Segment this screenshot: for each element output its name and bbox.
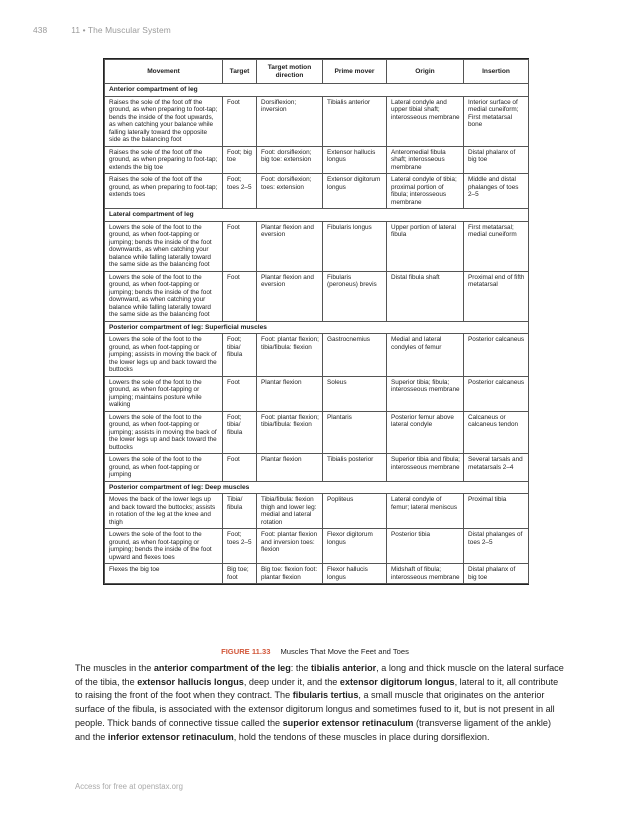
- section-title: Anterior compartment of leg: [105, 84, 529, 97]
- text-run: , a long and thick muscle on the lateral surface of the tibia, the: [75, 663, 564, 687]
- table-cell: Posterior calcaneus: [464, 376, 529, 411]
- text-run: The muscles in the: [75, 663, 154, 673]
- table-cell: Foot; tibia/ fibula: [223, 334, 257, 377]
- table-cell: Foot: [223, 454, 257, 482]
- text-run: (transverse ligament of the ankle) and the: [75, 717, 551, 742]
- text-run: , deep under it, and the: [243, 676, 340, 687]
- table-row: [105, 221, 529, 271]
- table-cell: Tibialis posterior: [323, 454, 387, 482]
- bold-term: superior extensor retinaculum: [282, 717, 414, 728]
- table-cell: Lowers the sole of the foot to the ground, as when foot-tapping or jumping; bends the inside of the foot upward and flexes toes: [105, 529, 223, 564]
- table-cell: Medial and lateral condyles of femur: [387, 334, 464, 377]
- table-row: [105, 564, 529, 584]
- page-footer: Access for free at openstax.org: [75, 782, 183, 791]
- table-cell: First metatarsal; medial cuneiform: [464, 221, 529, 271]
- table-cell: Lowers the sole of the foot to the ground, as when foot-tapping or jumping; bends the inside of the foot downward, as when catching your balance while falling laterally toward the same side as the balancing foot: [105, 271, 223, 321]
- table-cell: Tibia/fibula: flexion thigh and lower leg: medial and lateral rotation: [257, 494, 323, 529]
- table-cell: Foot: [223, 271, 257, 321]
- table-cell: Soleus: [323, 376, 387, 411]
- column-header: Insertion: [464, 60, 529, 84]
- table-cell: Plantar flexion and eversion: [257, 271, 323, 321]
- bold-term: extensor digitorum longus: [339, 676, 455, 687]
- table-cell: Lateral condyle and upper tibial shaft; interosseous membrane: [387, 96, 464, 146]
- table-cell: Fibularis (peroneus) brevis: [323, 271, 387, 321]
- table-row: [105, 334, 529, 377]
- text-run: , a small muscle that originates on the anterior surface of the fibula, is associated with the extensor digitorum longus and sometimes fused to it, but is not present in all people. Thick bands of connective tissue called the: [75, 690, 555, 728]
- bold-term: fibularis tertius: [292, 690, 359, 701]
- table-cell: Proximal end of fifth metatarsal: [464, 271, 529, 321]
- table-cell: Foot: [223, 376, 257, 411]
- table-cell: Lowers the sole of the foot to the ground, as when foot-tapping or jumping; assists in moving the back of the lower legs up and back toward the buttocks: [105, 411, 223, 454]
- page-header: [33, 25, 171, 35]
- muscle-table-frame: [103, 58, 529, 585]
- bold-term: tibialis anterior: [311, 663, 377, 673]
- table-cell: Raises the sole of the foot off the ground, as when preparing to foot-tap; extends the big toe: [105, 146, 223, 174]
- table-cell: Plantar flexion: [257, 376, 323, 411]
- table-cell: Lowers the sole of the foot to the ground, as when foot-tapping or jumping; bends the inside of the foot downwards, as when catching your balance while falling laterally toward the same side as the balancing foot: [105, 221, 223, 271]
- column-header: Target: [223, 60, 257, 84]
- table-row: [105, 271, 529, 321]
- table-cell: Plantaris: [323, 411, 387, 454]
- table-cell: Midshaft of fibula; interosseous membrane: [387, 564, 464, 584]
- table-cell: Several tarsals and metatarsals 2–4: [464, 454, 529, 482]
- table-cell: Foot: plantar flexion and inversion toes: flexion: [257, 529, 323, 564]
- table-cell: Distal phalanx of big toe: [464, 146, 529, 174]
- table-cell: Foot: [223, 96, 257, 146]
- section-header-row: [105, 321, 529, 334]
- table-cell: Calcaneus or calcaneus tendon: [464, 411, 529, 454]
- section-header-row: [105, 84, 529, 97]
- page-number: 438: [33, 25, 48, 35]
- table-cell: Foot; big toe: [223, 146, 257, 174]
- table-cell: Foot: dorsiflexion; toes: extension: [257, 174, 323, 209]
- table-cell: Posterior tibia: [387, 529, 464, 564]
- table-cell: Extensor hallucis longus: [323, 146, 387, 174]
- table-cell: Upper portion of lateral fibula: [387, 221, 464, 271]
- table-row: [105, 146, 529, 174]
- table-row: [105, 454, 529, 482]
- table-cell: Proximal tibia: [464, 494, 529, 529]
- section-header-row: [105, 481, 529, 494]
- table-cell: Distal phalanx of big toe: [464, 564, 529, 584]
- table-cell: Foot; toes 2–5: [223, 174, 257, 209]
- table-row: [105, 174, 529, 209]
- table-body: [105, 84, 529, 584]
- table-cell: Lowers the sole of the foot to the ground, as when foot-tapping or jumping; maintains posture while walking: [105, 376, 223, 411]
- figure-caption: [0, 647, 630, 656]
- table-cell: Superior tibia and fibula; interosseous membrane: [387, 454, 464, 482]
- table-header-row: [105, 60, 529, 84]
- table-cell: Popliteus: [323, 494, 387, 529]
- table-row: [105, 376, 529, 411]
- text-run: : the: [290, 663, 312, 673]
- table-cell: Tibia/ fibula: [223, 494, 257, 529]
- table-cell: Flexor digitorum longus: [323, 529, 387, 564]
- table-cell: Lateral condyle of tibia; proximal portion of fibula; interosseous membrane: [387, 174, 464, 209]
- body-paragraph: [75, 662, 567, 744]
- chapter-title: 11 • The Muscular System: [71, 25, 171, 35]
- table-cell: Superior tibia; fibula; interosseous membrane: [387, 376, 464, 411]
- table-cell: Extensor digitorum longus: [323, 174, 387, 209]
- table-cell: Lowers the sole of the foot to the ground, as when foot-tapping or jumping: [105, 454, 223, 482]
- table-cell: Foot: plantar flexion; tibia/fibula: flexion: [257, 411, 323, 454]
- bold-term: extensor hallucis longus: [137, 676, 244, 687]
- table-row: [105, 411, 529, 454]
- table-cell: Foot; toes 2–5: [223, 529, 257, 564]
- column-header: Prime mover: [323, 60, 387, 84]
- table-cell: Foot; tibia/ fibula: [223, 411, 257, 454]
- table-cell: Middle and distal phalanges of toes 2–5: [464, 174, 529, 209]
- table-cell: Lowers the sole of the foot to the ground, as when foot-tapping or jumping; assists in moving the back of the lower legs up and back toward the buttocks: [105, 334, 223, 377]
- table-cell: Plantar flexion: [257, 454, 323, 482]
- section-header-row: [105, 209, 529, 222]
- column-header: Origin: [387, 60, 464, 84]
- text-run: , hold the tendons of these muscles in place during dorsiflexion.: [233, 731, 490, 742]
- table-row: [105, 529, 529, 564]
- figure-title: Muscles That Move the Feet and Toes: [280, 647, 409, 656]
- table-cell: Interior surface of medial cuneiform; First metatarsal bone: [464, 96, 529, 146]
- table-row: [105, 494, 529, 529]
- table-cell: Big toe: flexion foot: plantar flexion: [257, 564, 323, 584]
- table-cell: Foot: [223, 221, 257, 271]
- bold-term: anterior compartment of the leg: [153, 663, 291, 673]
- column-header: Movement: [105, 60, 223, 84]
- table-cell: Anteromedial fibula shaft; interosseous membrane: [387, 146, 464, 174]
- section-title: Posterior compartment of leg: Superficial muscles: [105, 321, 529, 334]
- table-cell: Lateral condyle of femur; lateral meniscus: [387, 494, 464, 529]
- table-cell: Posterior femur above lateral condyle: [387, 411, 464, 454]
- table-cell: Raises the sole of the foot off the ground, as when preparing to foot-tap; bends the inside of the foot upwards, as when catching your balance while falling laterally toward the opposite side as the balancing foot: [105, 96, 223, 146]
- table-cell: Distal phalanges of toes 2–5: [464, 529, 529, 564]
- text-run: , lateral to it, all contribute to raising the front of the foot when they contract. The: [75, 676, 559, 701]
- table-cell: Plantar flexion and eversion: [257, 221, 323, 271]
- table-cell: Posterior calcaneus: [464, 334, 529, 377]
- table-row: [105, 96, 529, 146]
- table-cell: Foot: dorsiflexion; big toe: extension: [257, 146, 323, 174]
- section-title: Posterior compartment of leg: Deep muscles: [105, 481, 529, 494]
- table-cell: Tibialis anterior: [323, 96, 387, 146]
- table-cell: Moves the back of the lower legs up and back toward the buttocks; assists in rotation of the leg at the knee and thigh: [105, 494, 223, 529]
- bold-term: inferior extensor retinaculum: [107, 731, 234, 742]
- table-cell: Distal fibula shaft: [387, 271, 464, 321]
- table-cell: Gastrocnemius: [323, 334, 387, 377]
- muscle-table: [104, 59, 529, 584]
- section-title: Lateral compartment of leg: [105, 209, 529, 222]
- column-header: Target motion direction: [257, 60, 323, 84]
- table-cell: Fibularis longus: [323, 221, 387, 271]
- table-cell: Raises the sole of the foot off the ground, as when preparing to foot-tap; extends toes: [105, 174, 223, 209]
- table-cell: Flexor hallucis longus: [323, 564, 387, 584]
- table-cell: Big toe; foot: [223, 564, 257, 584]
- table-cell: Flexes the big toe: [105, 564, 223, 584]
- table-cell: Dorsiflexion; inversion: [257, 96, 323, 146]
- table-cell: Foot: plantar flexion; tibia/fibula: flexion: [257, 334, 323, 377]
- figure-number: FIGURE 11.33: [221, 647, 271, 656]
